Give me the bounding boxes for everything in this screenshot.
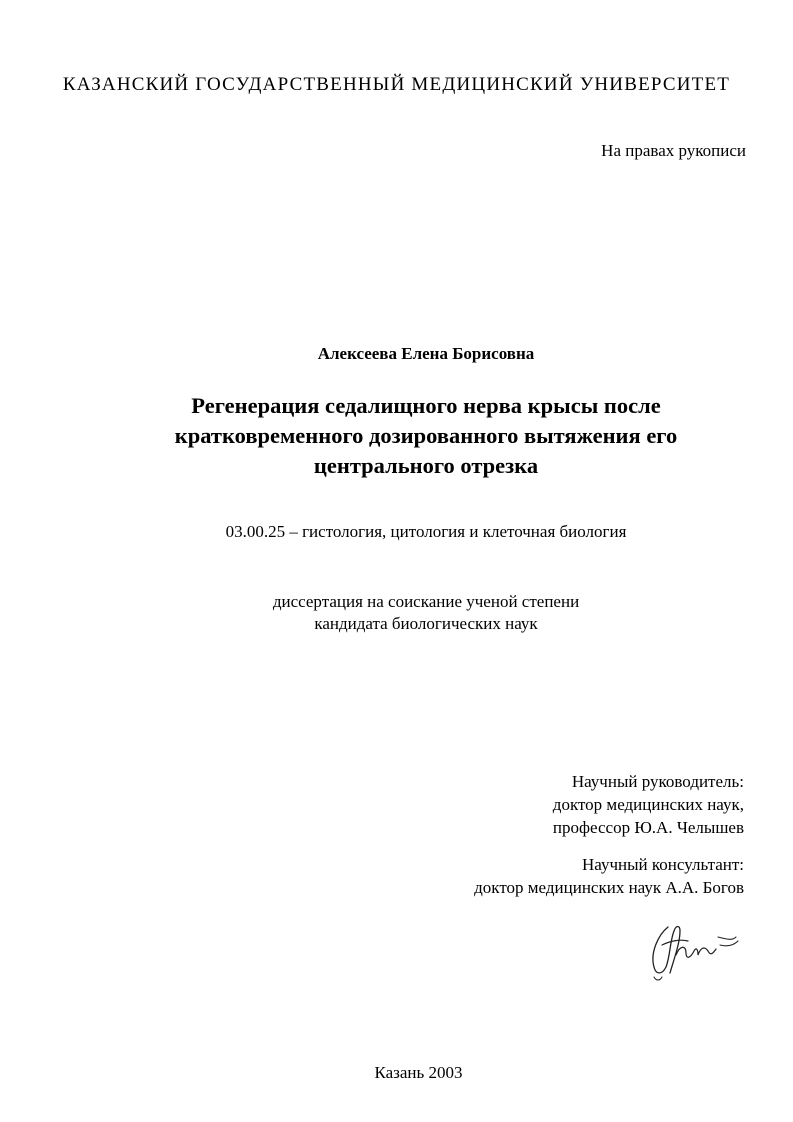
advisors-spacer: [474, 839, 744, 853]
supervisor-degree: доктор медицинских наук,: [552, 795, 744, 814]
degree-statement: [0, 591, 793, 635]
handwritten-signature: [640, 915, 750, 985]
title-line: центрального отрезка: [313, 453, 539, 478]
title-line: Регенерация седалищного нерва крысы после: [191, 393, 661, 418]
consultant-label: Научный консультант:: [582, 855, 744, 874]
degree-line: кандидата биологических наук: [314, 614, 538, 633]
manuscript-note: На правах рукописи: [601, 141, 746, 160]
dissertation-title: [100, 391, 752, 481]
specialty-code: 03.00.25 – гистология, цитология и клеточная биология: [225, 522, 627, 541]
title-line: кратковременного дозированного вытяжения его: [174, 423, 678, 448]
advisors-block: [474, 770, 744, 899]
supervisor-label: Научный руководитель:: [571, 772, 744, 791]
degree-line: диссертация на соискание ученой степени: [272, 592, 580, 611]
university-name: КАЗАНСКИЙ ГОСУДАРСТВЕННЫЙ МЕДИЦИНСКИЙ УНИВЕРСИТЕТ: [62, 74, 731, 95]
city-year: Казань 2003: [374, 1063, 463, 1082]
supervisor-name: профессор Ю.А. Челышев: [552, 818, 744, 837]
consultant-name: доктор медицинских наук А.А. Богов: [474, 878, 744, 897]
author-name: Алексеева Елена Борисовна: [317, 344, 535, 363]
